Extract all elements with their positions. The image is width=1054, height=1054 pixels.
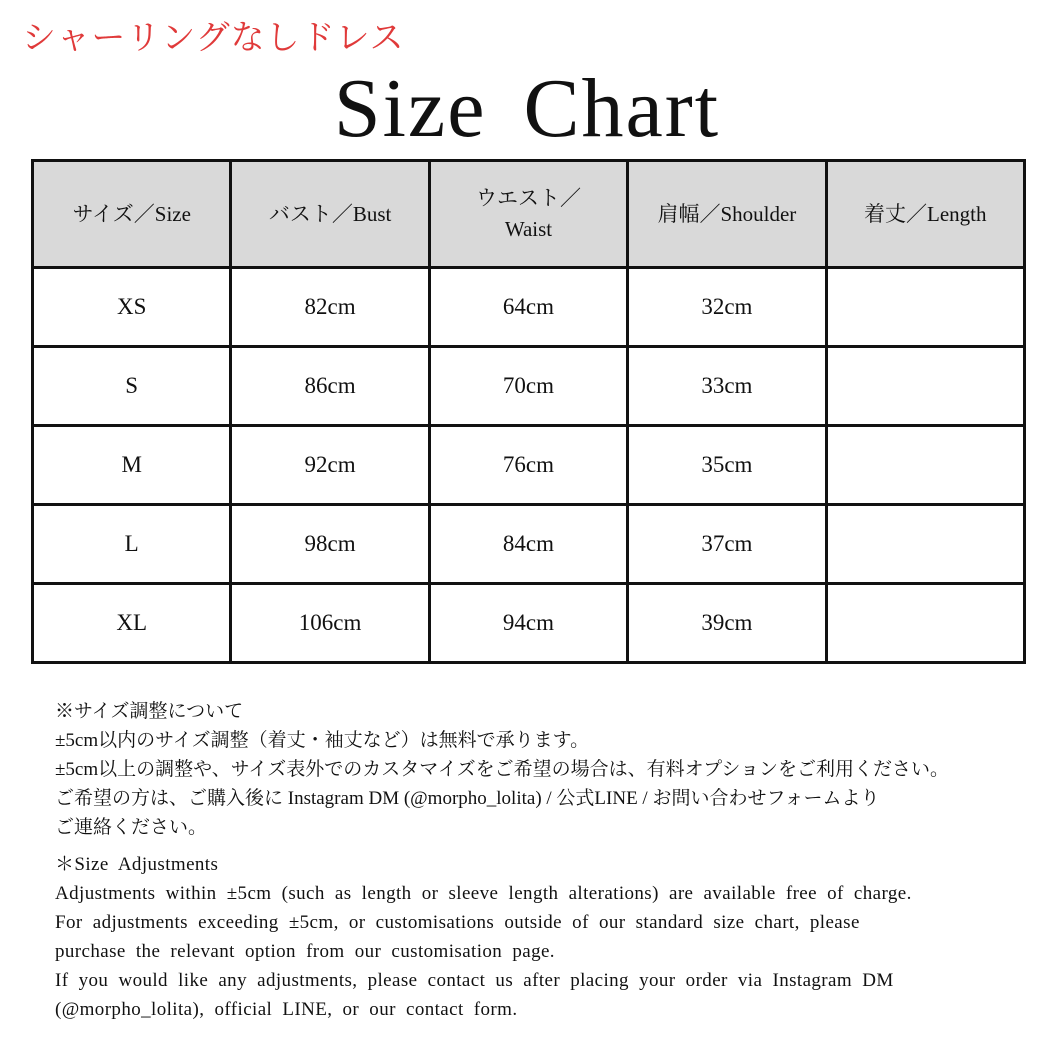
header-bust — [231, 161, 429, 268]
notes-en-line: purchase the relevant option from our customisation page. — [55, 941, 555, 962]
table-header-row — [33, 161, 1025, 268]
size-adjustment-notes — [55, 697, 1040, 1024]
page-title: Size Chart — [333, 62, 721, 155]
header-waist-label: ウエスト／ Waist — [475, 186, 581, 241]
table-row — [33, 505, 1025, 584]
notes-en-line: For adjustments exceeding ±5cm, or customisations outside of our standard size chart, please — [55, 912, 860, 933]
table-row — [33, 584, 1025, 663]
header-length-label: 着丈／Length — [864, 201, 987, 226]
notes-jp-line: ご希望の方は、ご購入後に Instagram DM (@morpho_lolita) / 公式LINE / お問い合わせフォームより — [55, 788, 880, 809]
cell-shoulder: 32cm — [628, 268, 826, 347]
notes-jp-line: ±5cm以上の調整や、サイズ表外でのカスタマイズをご希望の場合は、有料オプションをご利用ください。 — [55, 759, 949, 780]
header-size-label: サイズ／Size — [72, 201, 191, 226]
header-length — [826, 161, 1024, 268]
header-bust-label: バスト／Bust — [268, 201, 392, 226]
product-subtitle: シャーリングなしドレス — [22, 18, 405, 58]
cell-length — [826, 347, 1024, 426]
cell-length — [826, 426, 1024, 505]
cell-waist: 84cm — [429, 505, 627, 584]
header-shoulder — [628, 161, 826, 268]
cell-shoulder: 39cm — [628, 584, 826, 663]
notes-en-line: (@morpho_lolita), official LINE, or our contact form. — [55, 999, 518, 1020]
header-waist — [429, 161, 627, 268]
size-table — [31, 159, 1026, 664]
cell-bust: 82cm — [231, 268, 429, 347]
cell-bust: 92cm — [231, 426, 429, 505]
cell-size: S — [33, 347, 231, 426]
cell-size: XS — [33, 268, 231, 347]
cell-shoulder: 33cm — [628, 347, 826, 426]
cell-shoulder: 37cm — [628, 505, 826, 584]
cell-bust: 106cm — [231, 584, 429, 663]
table-row — [33, 268, 1025, 347]
table-row — [33, 347, 1025, 426]
cell-waist: 64cm — [429, 268, 627, 347]
notes-jp-line: ご連絡ください。 — [55, 817, 208, 838]
cell-waist: 76cm — [429, 426, 627, 505]
cell-length — [826, 505, 1024, 584]
notes-divider-gap — [55, 842, 1040, 850]
cell-length — [826, 268, 1024, 347]
header-shoulder-label: 肩幅／Shoulder — [657, 201, 797, 226]
header-size — [33, 161, 231, 268]
cell-bust: 98cm — [231, 505, 429, 584]
cell-size: L — [33, 505, 231, 584]
notes-en-heading: ＊Size Adjustments — [55, 854, 219, 875]
notes-jp-heading: ※サイズ調整について — [55, 701, 244, 722]
cell-size: M — [33, 426, 231, 505]
notes-en-line: Adjustments within ±5cm (such as length or sleeve length alterations) are available free of charge. — [55, 883, 912, 904]
cell-length — [826, 584, 1024, 663]
table-row — [33, 426, 1025, 505]
cell-size: XL — [33, 584, 231, 663]
cell-waist: 70cm — [429, 347, 627, 426]
notes-en-line: If you would like any adjustments, please contact us after placing your order via Instagram DM — [55, 970, 894, 991]
cell-shoulder: 35cm — [628, 426, 826, 505]
cell-bust: 86cm — [231, 347, 429, 426]
notes-jp-line: ±5cm以内のサイズ調整（着丈・袖丈など）は無料で承ります。 — [55, 730, 590, 751]
cell-waist: 94cm — [429, 584, 627, 663]
